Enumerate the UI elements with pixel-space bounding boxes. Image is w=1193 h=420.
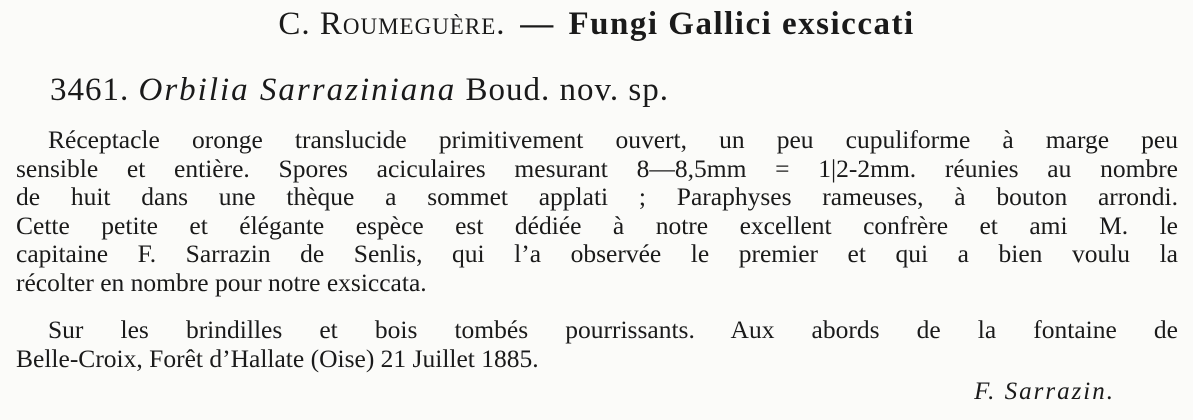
description-line: récolter en nombre pour notre exsiccata. [16,267,427,297]
species-name: Orbilia Sarraziniana [138,72,457,108]
description-line: de huit dans une thèque a sommet applati ; Paraphyses rameuses, à bouton arrondi. [16,182,1178,212]
habitat-line: Sur les brindilles et bois tombés pourrissants. Aux abords de la fontaine de [48,315,1178,344]
description-line: capitaine F. Sarrazin de Senlis, qui l’a observée le premier et qui a bien voulu la [16,239,1178,269]
series-header [0,6,1193,43]
specimen-heading [50,72,669,109]
series-title: Fungi Gallici exsiccati [568,6,915,42]
specimen-number: 3461. [50,72,130,108]
description-line: sensible et entière. Spores aciculaires mesurant 8—8,5mm = 1|2-2mm. réunies au nombre [16,153,1178,183]
habitat-line: Belle-Croix, Forêt d’Hallate (Oise) 21 Juillet 1885. [16,343,539,373]
collector-signature: F. Sarrazin. [974,378,1115,405]
species-description [16,126,1178,298]
species-authority: Boud. nov. sp. [465,72,670,108]
header-dash: — [520,6,554,42]
description-line: Cette petite et élégante espèce est dédiée à notre excellent confrère et ami M. le [16,210,1178,240]
habitat-locality [16,316,1178,373]
description-line: Réceptacle oronge translucide primitivement ouvert, un peu cupuliforme à marge peu [48,125,1178,154]
collector-name: C. Roumeguère. [278,6,506,42]
